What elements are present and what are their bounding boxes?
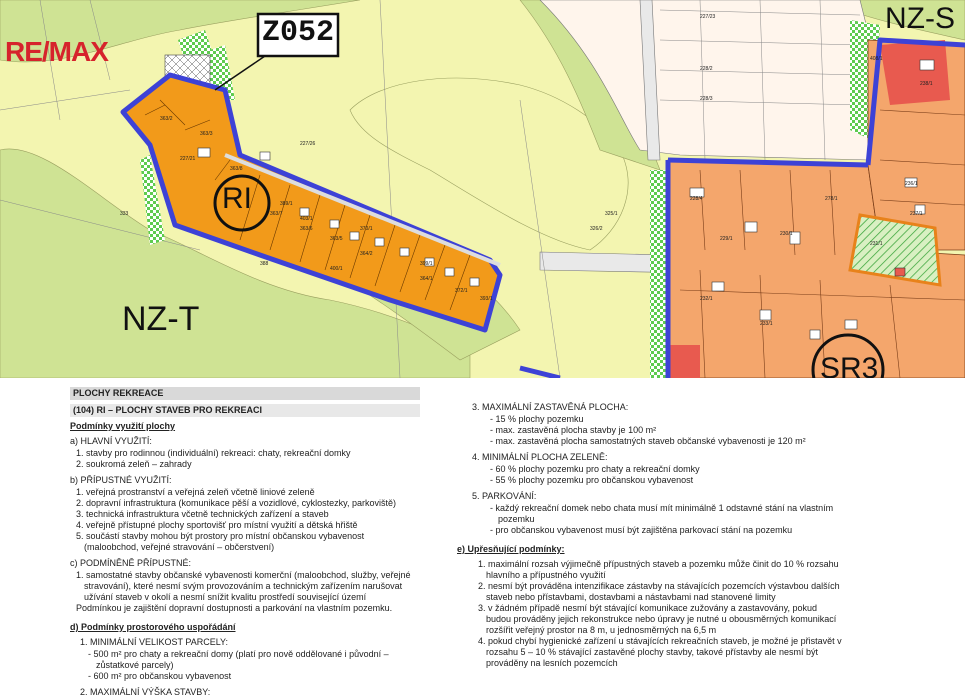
parcel-number: 393/1 <box>480 296 493 302</box>
parcel-number: 326/2 <box>590 226 603 232</box>
max-built-area-list <box>472 414 842 447</box>
parcel-number: 333 <box>120 211 129 217</box>
min-parcel-title: 1. MINIMÁLNÍ VELIKOST PARCELY: <box>80 637 229 647</box>
min-green-area-list-item: - 60 % plochy pozemku pro chaty a rekreační domky <box>490 464 700 474</box>
min-green-area-list <box>472 464 842 486</box>
min-green-area-title: 4. MINIMÁLNÍ PLOCHA ZELENĚ: <box>472 452 608 462</box>
permitted-use-list-item: 3. technická infrastruktura včetně technických zařízení a staveb <box>76 509 329 519</box>
min-green-area-list-item: - 55 % plochy pozemku pro občanskou vybavenost <box>490 475 694 485</box>
parcel-number: 228/3 <box>700 96 713 102</box>
remax-logo: RE/MAX <box>5 36 108 67</box>
left-column <box>70 378 420 699</box>
parcel-number: 232/1 <box>700 296 713 302</box>
permitted-use-list-item: 1. veřejná prostranství a veřejná zeleň včetně liniové zeleně <box>76 487 315 497</box>
parking-list <box>472 503 842 536</box>
parcel-number: 230/1 <box>780 231 793 237</box>
parcel-number: 278/1 <box>825 196 838 202</box>
zone-label-nz-s: NZ-S <box>885 2 955 35</box>
min-parcel-list-item: - 500 m² pro chaty a rekreační domy (platí pro nově oddělované i původní – zůstatkové parcely) <box>88 649 389 670</box>
parcel-number: 228/4 <box>690 196 703 202</box>
conditional-use-list <box>70 570 420 614</box>
parcel-number: 227/21 <box>180 156 196 162</box>
parcel-number: 229/1 <box>720 236 733 242</box>
conditional-use-title: c) PODMÍNĚNĚ PŘÍPUSTNÉ: <box>70 558 192 568</box>
parcel-number: 408/1 <box>870 56 883 62</box>
parking-title: 5. PARKOVÁNÍ: <box>472 491 537 501</box>
max-built-area-list-item: - 15 % plochy pozemku <box>490 414 584 424</box>
parcel-number: 363/8 <box>230 166 243 172</box>
main-use-list-item: 1. stavby pro rodinnou (individuální) rekreaci: chaty, rekreační domky <box>76 448 351 458</box>
min-parcel-list-item: - 600 m² pro občanskou vybavenost <box>88 671 232 681</box>
parcel-number: 400/1 <box>330 266 343 272</box>
specifying-conditions-list-item: 4. pokud chybí hygienické zařízení u stávajících rekreačních staveb, je možné je přistavět v rozsahu 5 – 10 % stávající zastavěné plochy stavby, takové přístavby ale nesmí být prováděny na lesních pozemcích <box>478 636 842 668</box>
section-heading: PLOCHY REKREACE <box>70 387 420 400</box>
section-subheading: (104) RI – PLOCHY STAVEB PRO REKREACI <box>70 404 420 417</box>
parking-list-item: - každý rekreační domek nebo chata musí mít minimálně 1 odstavné stání na vlastním pozemku <box>490 503 834 524</box>
permitted-use-title: b) PŘÍPUSTNÉ VYUŽITÍ: <box>70 475 172 485</box>
parcel-number: 399/1 <box>420 261 433 267</box>
main-use-list <box>70 448 420 470</box>
parcel-number: 364/2 <box>360 251 373 257</box>
parcel-number: 364/1 <box>420 276 433 282</box>
permitted-use-list <box>70 487 420 553</box>
parcel-number: 237/1 <box>910 211 923 217</box>
parking-list-item: - pro občanskou vybavenost musí být zajištěna parkovací stání na pozemku <box>490 525 793 535</box>
parcel-number: 363/7 <box>270 211 283 217</box>
zone-label-sr3: SR3 <box>820 352 879 378</box>
parcel-number: 363/2 <box>160 116 173 122</box>
parcel-number: 231/1 <box>870 241 883 247</box>
permitted-use-list-item: 5. součástí stavby mohou být prostory pro místní občanskou vybavenost (maloobchod, veřejné stravování – občerstvení) <box>76 531 365 552</box>
main-use-list-item: 2. soukromá zeleň – zahrady <box>76 459 192 469</box>
min-parcel-list <box>70 649 420 682</box>
parcel-number: 325/1 <box>605 211 618 217</box>
max-built-area-list-item: - max. zastavěná plocha stavby je 100 m² <box>490 425 657 435</box>
use-conditions-title: Podmínky využití plochy <box>70 421 176 431</box>
parcel-number: 372/1 <box>455 288 468 294</box>
parcel-number: 227/23 <box>700 14 716 20</box>
parcel-number: 238/1 <box>920 81 933 87</box>
conditional-use-list-item: Podmínkou je zajištění dopravní dostupnosti a parkování na vlastním pozemku. <box>76 603 393 613</box>
specifying-conditions-title: e) Upřesňující podmínky: <box>457 544 565 554</box>
specifying-conditions-list-item: 1. maximální rozsah výjimečně přípustných staveb a pozemku může činit do 10 % rozsahu hlavního a přípustného využití <box>478 559 839 580</box>
spatial-conditions-title: d) Podmínky prostorového uspořádání <box>70 622 236 632</box>
specifying-conditions-list-item: 2. nesmí být prováděna intenzifikace zástavby na stávajících pozemcích výstavbou dalších staveb nebo přístavbami, dostavbami a nástavbami nad stanovené limity <box>478 581 840 602</box>
parcel-number: 227/26 <box>300 141 316 147</box>
parcel-number: 388 <box>260 261 269 267</box>
conditional-use-list-item: 1. samostatné stavby občanské vybavenosti komerční (maloobchod, služby, veřejné stravování), které nesmí svým provozováním a technickým zařízením narušovat užívání staveb v okolí a nesmí snížit kvalitu prostředí související území <box>76 570 411 602</box>
zone-code-label: Z052 <box>262 16 335 50</box>
permitted-use-list-item: 4. veřejně přístupné plochy sportovišť pro místní využití a dětská hřiště <box>76 520 358 530</box>
max-built-area-title: 3. MAXIMÁLNÍ ZASTAVĚNÁ PLOCHA: <box>472 402 629 412</box>
max-built-area-list-item: - max. zastavěná plocha samostatných staveb občanské vybavenosti je 120 m² <box>490 436 806 446</box>
specifying-conditions-list <box>472 559 842 669</box>
parcel-number: 389/1 <box>280 201 293 207</box>
parcel-number: 228/2 <box>700 66 713 72</box>
max-height-title: 2. MAXIMÁLNÍ VÝŠKA STAVBY: <box>80 687 211 697</box>
zone-label-ri: RI <box>222 182 252 215</box>
parcel-number: 233/1 <box>760 321 773 327</box>
main-use-title: a) HLAVNÍ VYUŽITÍ: <box>70 436 152 446</box>
parcel-number: 236/1 <box>905 181 918 187</box>
parcel-number: 363/5 <box>330 236 343 242</box>
specifying-conditions-list-item: 3. v žádném případě nesmí být stávající komunikace zužovány a zastavovány, pokud budou prováděny jejich rekonstrukce nebo úpravy je nutné u obousměrných komunikací rozšířit veřejný prostor na 8 m, u jednosměrných na 6,5 m <box>478 603 837 635</box>
permitted-use-list-item: 2. dopravní infrastruktura (komunikace pěší a vozidlové, cyklostezky, parkoviště) <box>76 498 396 508</box>
zone-label-nz-t: NZ-T <box>122 300 200 338</box>
parcel-number: 370/1 <box>360 226 373 232</box>
regulation-document <box>0 378 965 700</box>
parcel-number: 363/3 <box>200 131 213 137</box>
parcel-number: 403/1 <box>300 216 313 222</box>
parcel-number: 363/6 <box>300 226 313 232</box>
right-column <box>457 378 842 669</box>
